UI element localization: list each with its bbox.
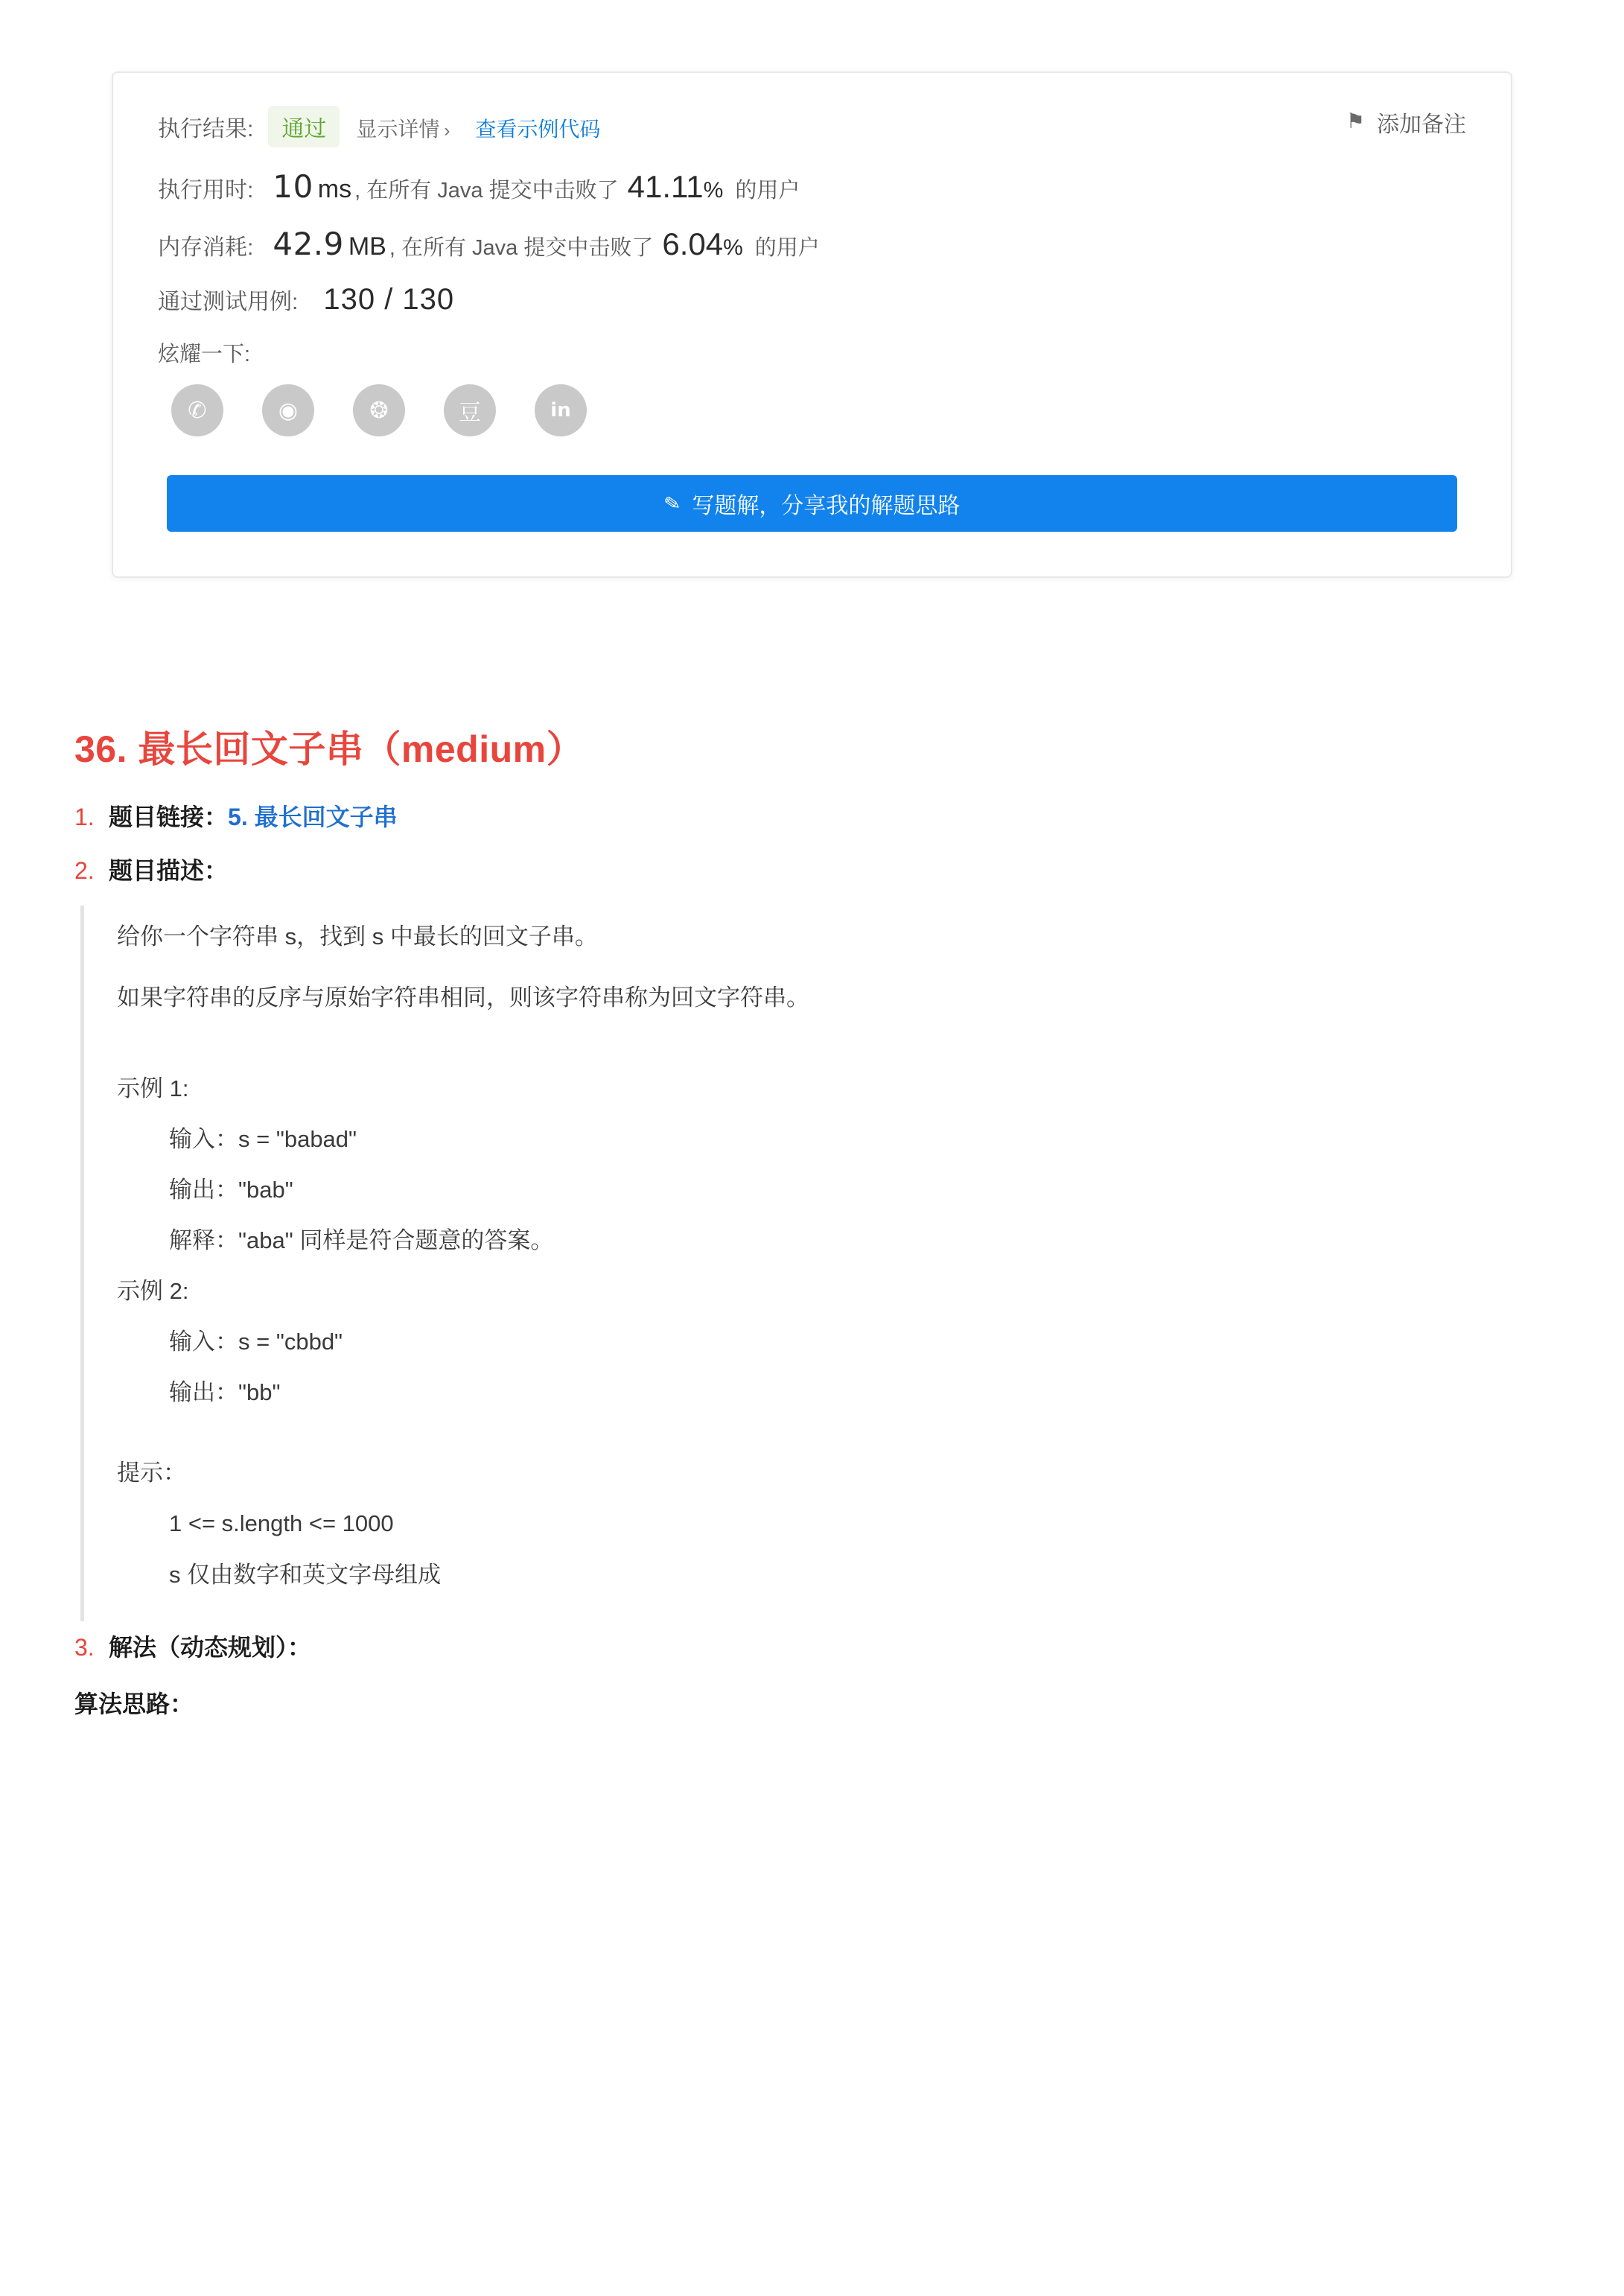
memory-unit: MB xyxy=(348,232,386,261)
problem-description-heading: 题目描述： xyxy=(109,857,229,884)
example1-input: 输入：s = "babad" xyxy=(169,1126,357,1153)
problem-link-prefix: 题目链接： xyxy=(109,804,229,830)
runtime-unit: ms xyxy=(317,175,352,203)
chevron-right-icon: › xyxy=(444,121,450,141)
list-number: 2. xyxy=(74,857,95,884)
runtime-percent-value: 41.11 xyxy=(627,169,704,204)
problem-link[interactable]: 5. 最长回文子串 xyxy=(228,804,398,830)
percent-sign: % xyxy=(703,178,724,203)
description-paragraph-2: 如果字符串的反序与原始字符串相同，则该字符串称为回文字符串。 xyxy=(117,985,809,1011)
brag-label: 炫耀一下: xyxy=(158,343,251,366)
runtime-tail-text: 的用户 xyxy=(735,179,800,203)
list-item xyxy=(74,798,1550,833)
page-title: 36. 最长回文子串（medium） xyxy=(74,728,585,770)
add-note-button[interactable] xyxy=(1346,106,1466,139)
memory-percent xyxy=(662,226,742,262)
hint-1: 1 <= s.length <= 1000 xyxy=(169,1510,394,1537)
example2-output: 输出："bb" xyxy=(169,1379,281,1406)
testcases-value: 130 / 130 xyxy=(323,283,455,316)
status-badge: 通过 xyxy=(268,106,340,147)
algorithm-idea-heading: 算法思路： xyxy=(74,1690,194,1717)
hint-2: s 仅由数字和英文字母组成 xyxy=(169,1561,442,1588)
pencil-icon: ✎ xyxy=(662,490,682,516)
solution-heading: 解法（动态规划）： xyxy=(109,1633,312,1661)
runtime-value: 10 xyxy=(273,168,313,205)
add-note-label: 添加备注 xyxy=(1377,112,1466,137)
example2-input: 输入：s = "cbbd" xyxy=(169,1329,343,1355)
spacer xyxy=(117,1041,1550,1071)
douban-share-icon[interactable]: 豆 xyxy=(444,384,496,436)
runtime-label: 执行用时: xyxy=(158,178,254,203)
weibo-share-icon[interactable]: ◉ xyxy=(262,384,314,436)
article-body xyxy=(74,719,1550,1720)
example1-explain: 解释："aba" 同样是符合题意的答案。 xyxy=(169,1227,554,1254)
memory-row xyxy=(158,226,1466,262)
hints-title: 提示： xyxy=(117,1460,186,1486)
example2-title: 示例 2: xyxy=(117,1278,189,1305)
runtime-row xyxy=(158,168,1466,205)
write-solution-label: 写题解，分享我的解题思路 xyxy=(692,494,961,518)
spacer xyxy=(117,1425,1550,1455)
problem-link-row xyxy=(109,798,398,833)
list-number: 3. xyxy=(74,1633,95,1661)
submission-result-section xyxy=(112,71,1512,578)
submission-result-card xyxy=(112,71,1512,578)
list-number: 1. xyxy=(74,804,95,830)
list-item xyxy=(74,1629,1550,1663)
show-detail-link[interactable] xyxy=(356,113,450,143)
linkedin-share-icon[interactable]: in xyxy=(535,384,587,436)
memory-label: 内存消耗: xyxy=(158,235,254,260)
result-status-row xyxy=(158,106,1466,147)
example1-output: 输出："bab" xyxy=(169,1177,293,1203)
testcases-row xyxy=(158,283,1466,317)
write-solution-button[interactable] xyxy=(167,475,1457,532)
share-icon-row xyxy=(171,384,1466,436)
memory-compare-text: , 在所有 Java 提交中击败了 xyxy=(389,236,654,260)
description-paragraph-1: 给你一个字符串 s，找到 s 中最长的回文子串。 xyxy=(117,923,598,950)
percent-sign: % xyxy=(723,235,743,260)
problem-description-quote xyxy=(80,906,1550,1621)
memory-value: 42.9 xyxy=(273,226,344,262)
qq-share-icon[interactable]: ❂ xyxy=(353,384,405,436)
wechat-share-icon[interactable]: ✆ xyxy=(171,384,223,436)
runtime-percent xyxy=(628,169,724,205)
result-label: 执行结果: xyxy=(158,117,254,141)
runtime-compare-text: , 在所有 Java 提交中击败了 xyxy=(354,179,619,203)
page-root xyxy=(0,71,1624,1720)
list-item xyxy=(74,852,1550,886)
show-detail-label: 显示详情 xyxy=(356,118,440,141)
example1-title: 示例 1: xyxy=(117,1075,189,1102)
view-sample-code-link[interactable]: 查看示例代码 xyxy=(475,118,601,141)
memory-percent-value: 6.04 xyxy=(662,226,724,261)
flag-icon: ⚑ xyxy=(1346,109,1365,133)
testcases-label: 通过测试用例: xyxy=(158,290,299,314)
memory-tail-text: 的用户 xyxy=(754,236,820,260)
